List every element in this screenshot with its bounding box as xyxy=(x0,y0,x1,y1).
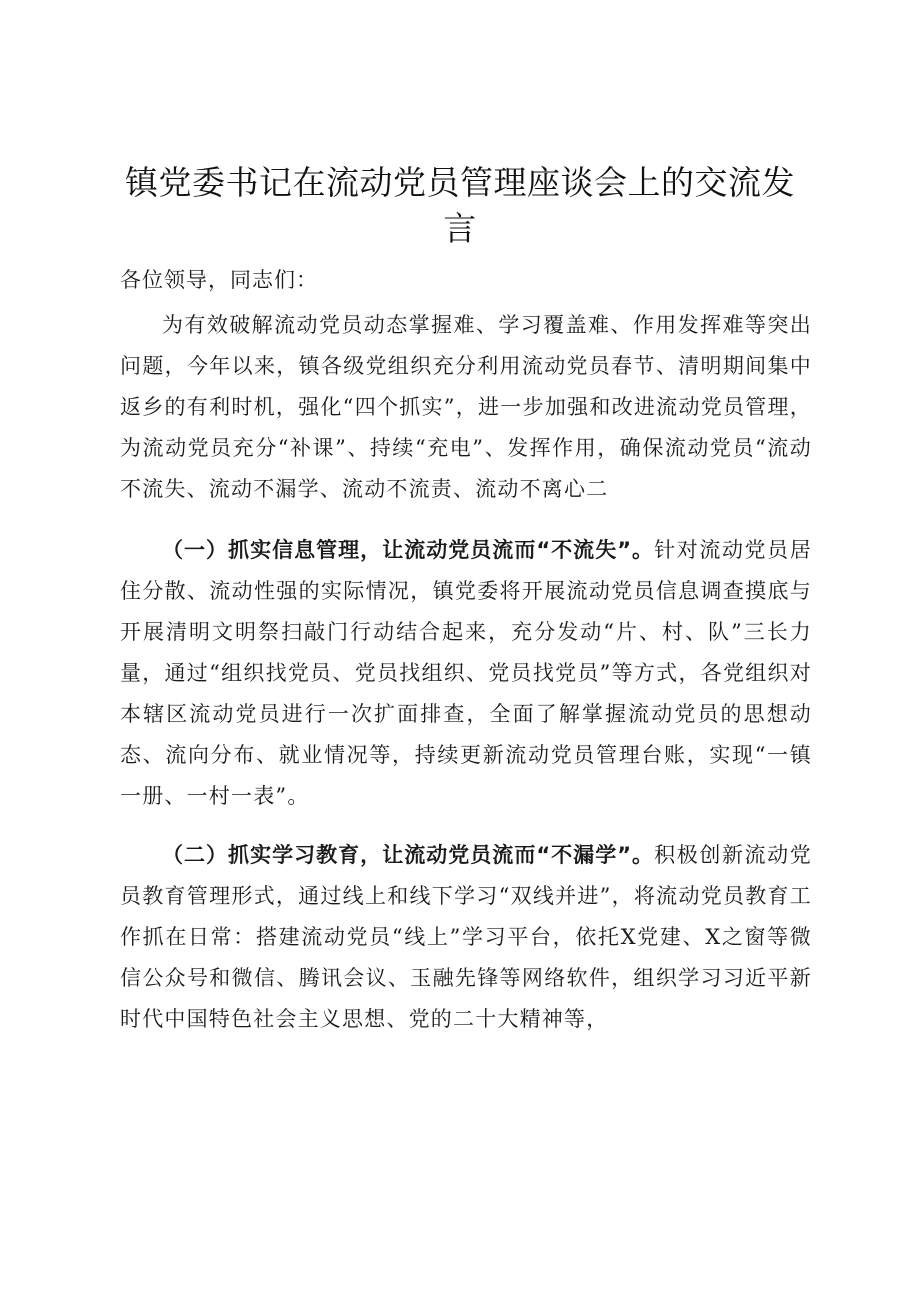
salutation: 各位领导，同志们： xyxy=(120,268,318,292)
section-paragraph-1 xyxy=(120,530,812,817)
section-paragraph-2 xyxy=(120,835,812,1040)
section-body-2: 积极创新流动党员教育管理形式，通过线上和线下学习“双线并进”，将流动党员教育工作抓在日常：搭建流动党员“线上”学习平台，依托X党建、X之窗等微信公众号和微信、腾讯会议、玉融先锋等网络软件，组织学习习近平新时代中国特色社会主义思想、党的二十大精神等， xyxy=(120,843,812,1031)
document-body xyxy=(120,255,812,1040)
intro-paragraph: 为有效破解流动党员动态掌握难、学习覆盖难、作用发挥难等突出问题，今年以来，镇各级党组织充分利用流动党员春节、清明期间集中返乡的有利时机，强化“四个抓实”，进一步加强和改进流动党员管理，为流动党员充分“补课”、持续“充电”、发挥作用，确保流动党员“流动不流失、流动不漏学、流动不流责、流动不离心二 xyxy=(120,313,812,501)
section-heading-2: （二）抓实学习教育，让流动党员流而“不漏学”。 xyxy=(162,843,655,867)
document-title: 镇党委书记在流动党员管理座谈会上的交流发言 xyxy=(125,163,795,248)
section-body-1: 针对流动党员居住分散、流动性强的实际情况，镇党委将开展流动党员信息调查摸底与开展清明文明祭扫敲门行动结合起来，充分发动“片、村、队”三长力量，通过“组织找党员、党员找组织、党员找党员”等方式，各党组织对本辖区流动党员进行一次扩面排查，全面了解掌握流动党员的思想动态、流向分布、就业情况等，持续更新流动党员管理台账，实现“一镇一册、一村一表”。 xyxy=(120,538,812,808)
section-heading-1: （一）抓实信息管理，让流动党员流而“不流失”。 xyxy=(162,538,655,562)
